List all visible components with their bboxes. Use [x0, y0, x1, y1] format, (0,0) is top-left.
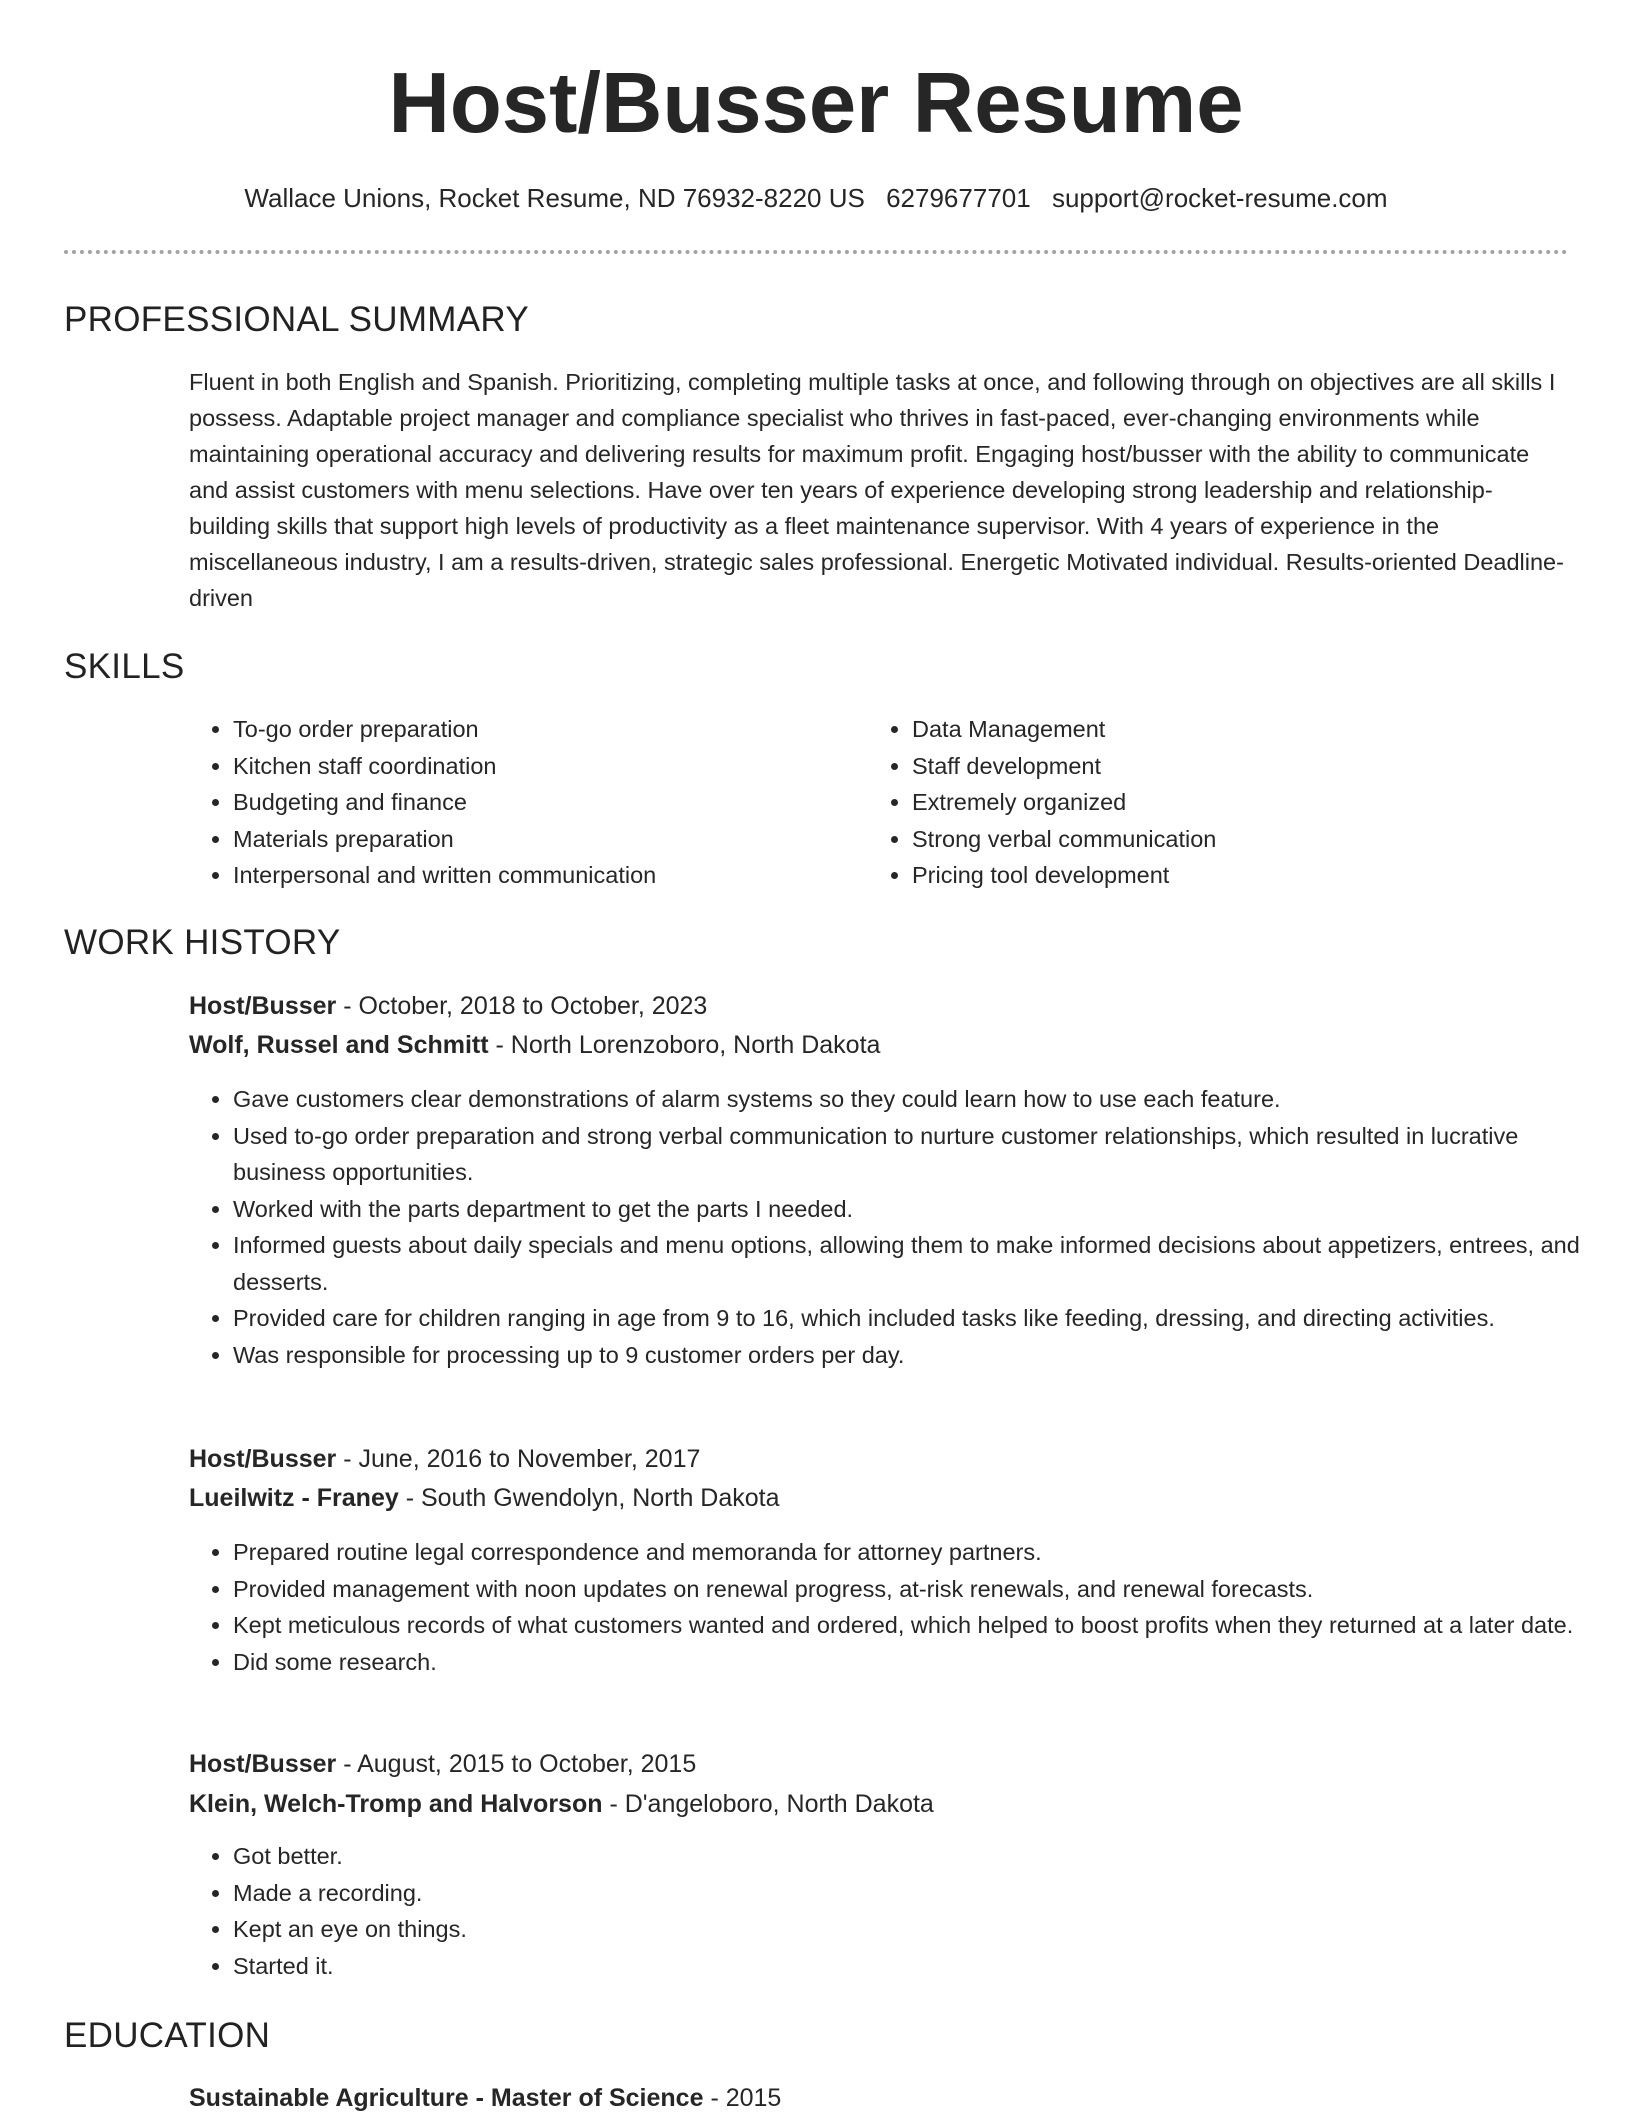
contact-line: [0, 180, 1632, 216]
job-company: Wolf, Russel and Schmitt: [189, 1031, 489, 1059]
job-bullet: • Prepared routine legal correspondence and memoranda for attorney partners.: [233, 1534, 1613, 1571]
job-title: Host/Busser: [189, 992, 337, 1020]
skills-list-right: [868, 711, 1216, 894]
job-title: Host/Busser: [189, 1750, 337, 1778]
job-bullet: • Started it.: [233, 1948, 1613, 1985]
job-title: Host/Busser: [189, 1445, 337, 1473]
summary-heading: PROFESSIONAL SUMMARY: [64, 300, 529, 339]
job-bullets: [189, 1534, 1613, 1680]
job-bullet: • Provided management with noon updates on renewal progress, at-risk renewals, and renewal forecasts.: [233, 1571, 1613, 1608]
job-dates: - June, 2016 to November, 2017: [336, 1445, 701, 1473]
job-bullet: • Worked with the parts department to get the parts I needed.: [233, 1191, 1613, 1228]
skill-item: • Data Management: [912, 711, 1216, 748]
job-bullet: • Informed guests about daily specials and menu options, allowing them to make informed decisions about appetizers, entrees, and desserts.: [233, 1227, 1613, 1300]
job-title-line: [189, 988, 707, 1024]
contact-email: support@rocket-resume.com: [1051, 183, 1388, 213]
skills-heading: SKILLS: [64, 647, 185, 686]
job-title-line: [189, 1441, 700, 1477]
job-bullet: • Was responsible for processing up to 9 customer orders per day.: [233, 1337, 1613, 1374]
job-bullets: [189, 1081, 1613, 1373]
skills-list-left: [189, 711, 656, 894]
skill-item: • Interpersonal and written communication: [233, 857, 656, 894]
skill-item: • Budgeting and finance: [233, 784, 656, 821]
job-bullet: • Provided care for children ranging in age from 9 to 16, which included tasks like feeding, dressing, and directing activities.: [233, 1300, 1613, 1337]
skill-item: • Kitchen staff coordination: [233, 748, 656, 785]
job-title-line: [189, 1746, 696, 1782]
education-degree: Sustainable Agriculture - Master of Science: [189, 2084, 704, 2112]
skill-item: • Extremely organized: [912, 784, 1216, 821]
education-year: - 2015: [703, 2084, 782, 2112]
skill-item: • Staff development: [912, 748, 1216, 785]
job-bullets: [189, 1838, 1613, 1984]
education-heading: EDUCATION: [64, 2016, 271, 2055]
job-company-line: [189, 1027, 880, 1063]
skill-item: • Strong verbal communication: [912, 821, 1216, 858]
job-bullet: • Gave customers clear demonstrations of alarm systems so they could learn how to use each feature.: [233, 1081, 1613, 1118]
job-bullet: • Kept meticulous records of what customers wanted and ordered, which helped to boost profits when they returned at a later date.: [233, 1607, 1613, 1644]
job-company-line: [189, 1480, 780, 1516]
job-location: - South Gwendolyn, North Dakota: [398, 1484, 780, 1512]
skill-item: • Materials preparation: [233, 821, 656, 858]
skill-item: • Pricing tool development: [912, 857, 1216, 894]
contact-phone: 6279677701: [886, 183, 1031, 213]
job-bullet: • Got better.: [233, 1838, 1613, 1875]
contact-address: Wallace Unions, Rocket Resume, ND 76932-8220 US: [244, 183, 865, 213]
job-company: Klein, Welch-Tromp and Halvorson: [189, 1790, 603, 1818]
job-bullet: • Kept an eye on things.: [233, 1911, 1613, 1948]
job-bullet: • Did some research.: [233, 1644, 1613, 1681]
job-bullet: • Made a recording.: [233, 1875, 1613, 1912]
job-bullet: • Used to-go order preparation and strong verbal communication to nurture customer relationships, which resulted in lucrative business opportunities.: [233, 1118, 1613, 1191]
job-location: - D'angeloboro, North Dakota: [602, 1790, 934, 1818]
skill-item: • To-go order preparation: [233, 711, 656, 748]
job-dates: - August, 2015 to October, 2015: [336, 1750, 697, 1778]
education-line: [189, 2080, 781, 2116]
summary-text: Fluent in both English and Spanish. Prioritizing, completing multiple tasks at once, and following through on objectives are all skills I possess. Adaptable project manager and compliance specialist who thrives in fast-paced, ever-changing environments while maintaining operational accuracy and delivering results for maximum profit. Engaging host/busser with the ability to communicate and assist customers with menu selections. Have over ten years of experience developing strong leadership and relationship-building skills that support high levels of productivity as a fleet maintenance supervisor. With 4 years of experience in the miscellaneous industry, I am a results-driven, strategic sales professional. Energetic Motivated individual. Results-oriented Deadline-driven: [189, 369, 1564, 611]
job-dates: - October, 2018 to October, 2023: [336, 992, 708, 1020]
job-company-line: [189, 1786, 934, 1822]
job-company: Lueilwitz - Franey: [189, 1484, 399, 1512]
work-history-heading: WORK HISTORY: [64, 923, 341, 962]
resume-title: Host/Busser Resume: [388, 56, 1244, 151]
job-location: - North Lorenzoboro, North Dakota: [488, 1031, 881, 1059]
header-divider: [64, 250, 1568, 254]
